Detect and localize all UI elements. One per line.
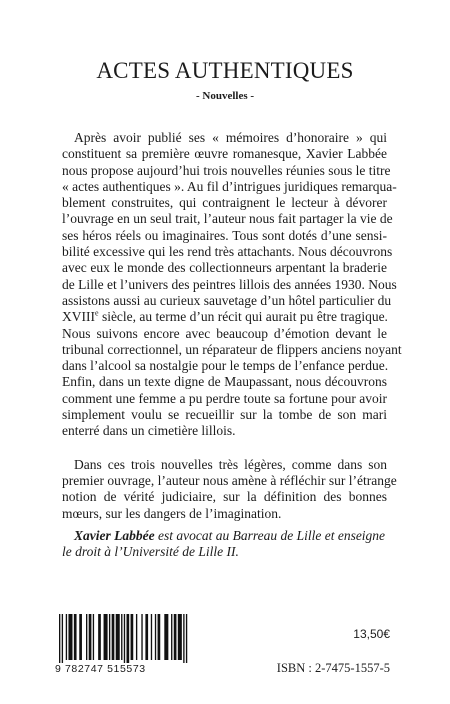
summary-line: de Lille et l’univers des peintres lillois des années 1930. Nous — [62, 276, 397, 292]
barcode-bar — [171, 614, 172, 660]
barcode-bar — [109, 614, 110, 660]
summary-line: simplement voulu se recueillir sur la tombe de son mari — [62, 407, 387, 423]
author-bio-line-2: le droit à l’Université de Lille II. — [62, 544, 239, 559]
book-subtitle: - Nouvelles - — [195, 90, 255, 102]
summary-line: dans l’alcool sa nostalgie pour le temps de l’enfance perdue. — [62, 358, 389, 374]
barcode-bar — [98, 614, 101, 660]
barcode-bar — [62, 614, 63, 666]
summary-line: Nous suivons encore avec beaucoup d’émotion devant le — [62, 325, 387, 341]
barcode-bar — [116, 614, 120, 660]
book-title: ACTES AUTHENTIQUES — [96, 58, 354, 83]
barcode-bar — [68, 614, 72, 660]
author-bio-rest: est avocat au Barreau de Lille et enseigne — [154, 528, 386, 543]
barcode-bar — [89, 614, 92, 660]
summary-line: notion de vérité judiciaire, sur la définition des bonnes — [62, 489, 387, 505]
barcode-bar — [127, 614, 130, 666]
barcode-bar — [93, 614, 94, 660]
summary-line: ses héros réels ou imaginaires. Tous sont dotés d’une sensi- — [62, 227, 387, 243]
summary-paragraph-1 — [62, 130, 402, 440]
barcode-bar — [155, 614, 156, 660]
summary-line: XVIIIe siècle, au terme d’un récit qui aurait pu être tragique. — [62, 308, 388, 325]
summary-line: premier ouvrage, l’auteur nous amène à réfléchir sur l’étrange — [62, 472, 397, 488]
barcode-bars — [55, 614, 195, 666]
barcode-bar — [145, 614, 148, 660]
barcode-bar — [79, 614, 82, 660]
barcode-bar — [164, 614, 168, 660]
author-name: Xavier Labbée — [74, 528, 155, 543]
summary-line: nous propose aujourd’hui trois nouvelles réunies sous le titre — [62, 162, 391, 178]
summary-line: avec eux le monde des collectionneurs arpentant la braderie — [62, 260, 387, 276]
barcode-bar — [112, 614, 115, 660]
summary-line: Dans ces trois nouvelles très légères, comme dans son — [74, 456, 387, 472]
summary-text — [62, 130, 402, 522]
barcode-bar — [74, 614, 77, 660]
summary-line: « actes authentiques ». Au fil d’intrigues juridiques remarqua- — [62, 178, 397, 194]
barcode-bar — [183, 614, 184, 666]
ean-number: 9 782747 515573 — [55, 663, 195, 675]
barcode-bar — [174, 614, 177, 660]
summary-line: Après avoir publié ses « mémoires d’honoraire » qui — [74, 130, 387, 145]
barcode-bar — [121, 614, 122, 660]
barcode-bar — [59, 614, 60, 666]
barcode-bar — [136, 614, 137, 660]
summary-line: tribunal correctionnel, un réparateur de flippers anciens noyant — [62, 341, 402, 357]
summary-paragraph-2 — [62, 456, 397, 522]
summary-line: enterré dans un cimetière lillois. — [62, 423, 236, 439]
barcode-bar — [151, 614, 152, 660]
barcode-bar — [186, 614, 187, 666]
summary-line: comment une femme a pu perdre toute sa fortune pour avoir — [62, 390, 387, 406]
barcode-bar — [131, 614, 134, 660]
summary-line: mœurs, sur les dangers de l’imagination. — [62, 505, 282, 521]
barcode-bar — [178, 614, 182, 660]
barcode-bar — [86, 614, 87, 660]
barcode-bar — [124, 614, 125, 666]
summary-line: assistons aussi au curieux sauvetage d’un hôtel particulier du — [62, 292, 392, 308]
barcode-bar — [104, 614, 108, 660]
summary-line: blement construites, qui contraignent le lecteur à dévorer — [62, 195, 387, 211]
author-bio — [62, 528, 392, 560]
summary-line: constituent sa première œuvre romanesque, Xavier Labbée — [62, 146, 387, 162]
summary-line: l’ouvrage en un seul trait, l’auteur nous fait partager la vie de — [62, 211, 393, 227]
summary-line: Enfin, dans un texte digne de Maupassant, nous découvrons — [62, 374, 387, 390]
author-bio-line-1 — [62, 528, 392, 544]
summary-line: bilité excessive qui les rend très attachants. Nous découvrons — [62, 244, 393, 260]
isbn: ISBN : 2-7475-1557-5 — [276, 661, 390, 675]
barcode-bar — [141, 614, 142, 660]
barcode-bar — [66, 614, 67, 660]
price: 13,50€ — [353, 627, 390, 641]
barcode-bar — [158, 614, 161, 660]
